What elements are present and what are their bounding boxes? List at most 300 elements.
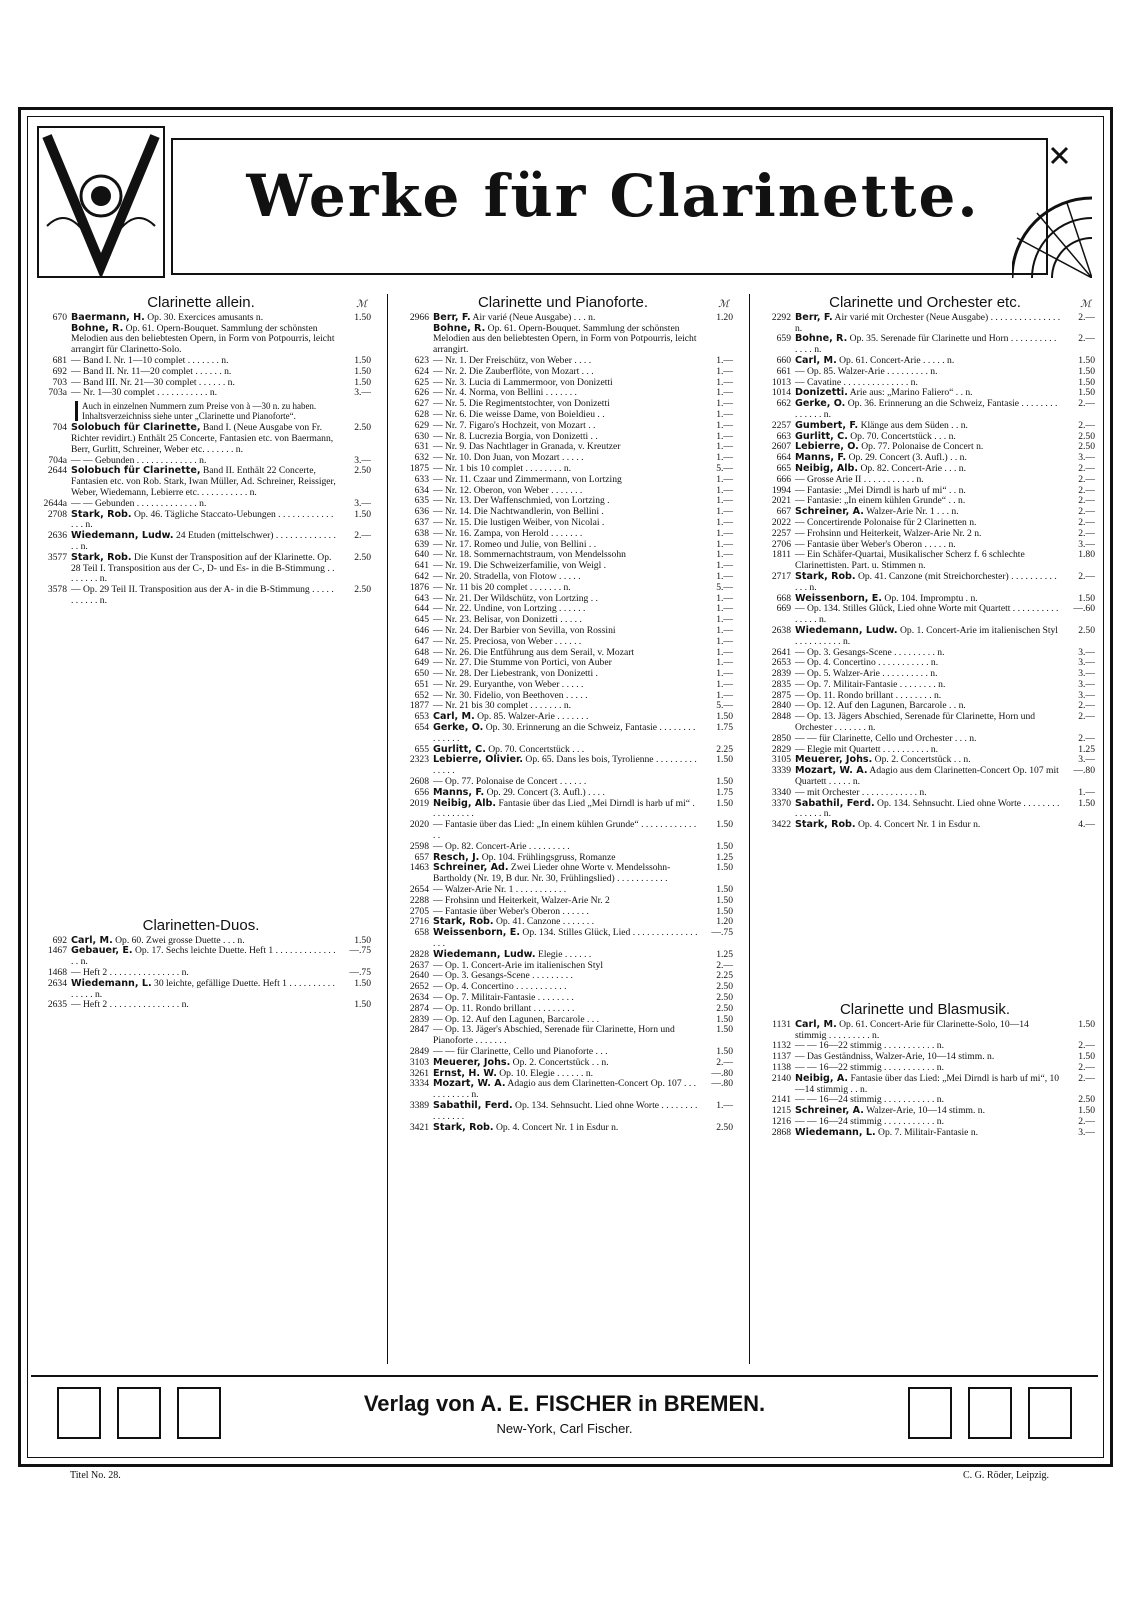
item-price: 1.— [716, 506, 733, 518]
item-text [795, 799, 1061, 821]
item-price: 1.— [716, 527, 733, 539]
item-price: 2.50 [1078, 1094, 1095, 1106]
item-description: Klänge aus dem Süden . . n. [858, 419, 968, 431]
list-item [393, 1101, 733, 1123]
item-price: 1.— [716, 365, 733, 377]
item-price: 2.50 [1078, 624, 1095, 636]
currency-mark: ℳ [1080, 299, 1091, 310]
item-price: 1.— [716, 430, 733, 442]
item-description: — Nr. 27. Die Stumme von Portici, von Auber [433, 657, 612, 669]
item-number: 630 [414, 430, 429, 442]
list-item [393, 928, 733, 950]
item-description: — Nr. 30. Fidelio, von Beethoven . . . . . [433, 689, 588, 701]
item-number: 2634 [409, 992, 429, 1003]
item-number: 1216 [771, 1116, 791, 1128]
item-price: 1.75 [716, 786, 733, 798]
item-number: 2140 [771, 1072, 791, 1084]
composer-name: Stark, Rob. [71, 551, 132, 563]
list-item [755, 399, 1095, 421]
composer-name: Manns, F. [433, 786, 485, 798]
composer-name: Donizetti. [795, 387, 848, 399]
item-number: 2292 [771, 311, 791, 323]
ornament-tile-icon [57, 1387, 101, 1439]
composer-name: Bohne, R. [71, 322, 124, 334]
section-title-text: Clarinette allein. [147, 294, 255, 311]
item-number: 2875 [771, 689, 791, 701]
item-number: 2654 [409, 884, 429, 896]
composer-name: Mozart, W. A. [795, 765, 868, 777]
item-description: — Nr. 17. Romeo und Julie, von Bellini . . [433, 538, 597, 550]
item-price: 1.50 [716, 840, 733, 852]
item-description: — — Gebunden . . . . . . . . . . . . . n. [71, 454, 207, 466]
printer-credit: C. G. Röder, Leipzig. [963, 1470, 1049, 1481]
composer-name: Neibig, Alb. [433, 797, 497, 809]
item-description: — Op. 11. Rondo brillant . . . . . . . . n. [795, 689, 942, 701]
item-description: — Op. 4. Concertino . . . . . . . . . . . [433, 981, 567, 993]
item-price: 2.50 [1078, 441, 1095, 453]
item-number: 2839 [409, 1013, 429, 1025]
item-price: 1.50 [354, 354, 371, 366]
item-number: 2638 [771, 624, 791, 636]
ornament-tile-icon [177, 1387, 221, 1439]
list-item [755, 550, 1095, 572]
item-number: 636 [414, 506, 429, 518]
item-number: 2848 [771, 711, 791, 723]
item-price: 1.— [716, 668, 733, 680]
composer-name: Carl, M. [71, 934, 113, 946]
composer-name: Sabathil, Ferd. [433, 1099, 513, 1111]
item-price: 5.— [716, 581, 733, 593]
item-number: 668 [776, 592, 791, 604]
list-item [755, 820, 1095, 831]
item-price: 1.75 [716, 722, 733, 734]
list-item [31, 510, 371, 532]
list-item [755, 604, 1095, 626]
item-number: 1131 [772, 1018, 791, 1030]
item-price: 2.— [1078, 711, 1095, 723]
item-text [433, 1079, 699, 1101]
item-description: Op. 134. Stilles Glück, Lied . . . . . . . . . . . . . . . . . [433, 927, 698, 950]
item-price: 1.50 [1078, 592, 1095, 604]
item-price: 3.— [1078, 657, 1095, 669]
item-number: 637 [414, 516, 429, 528]
ornament-left-icon [37, 126, 165, 278]
composer-name: Schreiner, A. [795, 506, 864, 518]
item-number: 623 [414, 354, 429, 366]
column-2 [393, 294, 733, 1364]
item-description: — Nr. 21. Der Wildschütz, von Lortzing . . [433, 592, 598, 604]
item-price: 3.— [354, 454, 371, 466]
item-price: 3.— [1078, 668, 1095, 680]
list-item [393, 1025, 733, 1047]
item-text [433, 820, 699, 842]
item-price: 2.— [1078, 419, 1095, 431]
item-text [795, 399, 1061, 421]
item-text [71, 1000, 337, 1011]
item-text [795, 1074, 1061, 1096]
item-description: — Nr. 1 bis 10 complet . . . . . . . . n. [433, 462, 572, 474]
item-description: — — für Clarinette, Cello und Orchester . . . n. [795, 732, 977, 744]
item-price: 1.— [716, 624, 733, 636]
item-number: 626 [414, 387, 429, 399]
list-item [31, 979, 371, 1001]
composer-name: Solobuch für Clarinette, [71, 422, 201, 434]
item-price: 1.50 [354, 934, 371, 946]
item-description: — Nr. 16. Zampa, von Herold . . . . . . . [433, 527, 583, 539]
item-number: 665 [776, 462, 791, 474]
item-number: 2637 [409, 959, 429, 971]
item-number: 3340 [771, 786, 791, 798]
item-description: — Nr. 19. Die Schweizerfamilie, von Weigl . [433, 560, 607, 572]
item-price: —.80 [711, 1078, 733, 1090]
item-price: 3.— [1078, 754, 1095, 766]
list-item [755, 712, 1095, 734]
list-item [31, 324, 371, 356]
item-price: 2.— [1078, 484, 1095, 496]
item-price: 1.— [716, 1099, 733, 1111]
item-price: 3.— [1078, 689, 1095, 701]
item-number: 692 [52, 365, 67, 377]
item-number: 2706 [771, 538, 791, 550]
item-description: — Band II. Nr. 11—20 complet . . . . . . n. [71, 365, 232, 377]
item-price: 2.— [1078, 700, 1095, 712]
item-price: 1.— [716, 689, 733, 701]
item-price: 1.— [716, 570, 733, 582]
item-text [71, 388, 337, 399]
item-number: 2257 [771, 419, 791, 431]
item-text [795, 1128, 1061, 1139]
item-number: 703 [52, 376, 67, 388]
item-description: — Nr. 29. Euryanthe, von Weber . . . . . [433, 678, 584, 690]
item-price: 2.50 [354, 465, 371, 477]
spacer [755, 831, 1095, 1001]
item-description: Op. 4. Concert Nr. 1 in Esdur n. [493, 1121, 619, 1133]
item-text [433, 755, 699, 777]
list-item [393, 723, 733, 745]
item-description: — Op. 29 Teil II. Transposition aus der A- in die B-Stimmung . . . . . . . . . . . n. [71, 584, 334, 606]
item-description: — Nr. 12. Oberon, von Weber . . . . . . . [433, 484, 583, 496]
item-number: 2829 [771, 743, 791, 755]
item-description: — Heft 2 . . . . . . . . . . . . . . . n. [71, 999, 189, 1011]
item-number: 648 [414, 646, 429, 658]
item-number: 666 [776, 473, 791, 485]
item-description: — Op. 12. Auf den Lagunen, Barcarole . . n. [795, 700, 966, 712]
item-number: 2966 [409, 311, 429, 323]
item-description: — Das Geständniss, Walzer-Arie, 10—14 stimm. n. [795, 1051, 995, 1063]
item-number: 2652 [409, 981, 429, 993]
item-number: 2835 [771, 678, 791, 690]
section-title-duos [31, 916, 371, 934]
item-number: 1138 [772, 1062, 791, 1074]
item-description: — Op. 85. Walzer-Arie . . . . . . . . . n. [795, 365, 938, 377]
item-number: 644 [414, 603, 429, 615]
section-title-piano [393, 294, 733, 311]
item-description: — Op. 1. Concert-Arie im italienischen Styl [433, 959, 603, 971]
currency-mark: ℳ [356, 299, 367, 310]
item-description: Adagio aus dem Clarinetten-Concert Op. 107 . . . . . . . . . . . n. [433, 1078, 697, 1101]
list-item [755, 799, 1095, 821]
item-number: 692 [52, 934, 67, 946]
item-description: — Band I. Nr. 1—10 complet . . . . . . . n. [71, 354, 229, 366]
list-piano [393, 313, 733, 1134]
item-price: 3.— [1078, 538, 1095, 550]
item-price: 1.— [716, 538, 733, 550]
item-price: 2.50 [716, 1121, 733, 1133]
item-price: 1.25 [716, 851, 733, 863]
item-price: 1.— [716, 398, 733, 410]
item-number: 663 [776, 430, 791, 442]
item-description: Arie aus: „Marino Faliero“ . . n. [847, 387, 973, 399]
composer-name: Stark, Rob. [71, 508, 132, 520]
composer-name: Gebauer, E. [71, 945, 133, 957]
item-description: — Fantasie: „In einem kühlen Grunde“ . . n. [795, 495, 966, 507]
item-description: — Nr. 14. Die Nachtwandlerin, von Bellini . [433, 506, 604, 518]
item-description: — Nr. 28. Der Liebestrank, von Donizetti . [433, 668, 598, 680]
composer-name: Weissenborn, E. [433, 927, 520, 939]
item-number: 645 [414, 614, 429, 626]
item-number: 2717 [771, 570, 791, 582]
composer-name: Carl, M. [433, 711, 475, 723]
item-number: 651 [414, 678, 429, 690]
list-item [755, 1074, 1095, 1096]
section-title-text: Clarinette und Orchester etc. [829, 294, 1021, 311]
item-description: — Nr. 1—30 complet . . . . . . . . . . . n. [71, 387, 218, 399]
item-number: 667 [776, 506, 791, 518]
item-number: 2708 [47, 508, 67, 520]
item-number: 632 [414, 452, 429, 464]
item-number: 660 [776, 354, 791, 366]
item-price: 2.— [1078, 1040, 1095, 1052]
section-title-blasmusik [755, 1001, 1095, 1019]
item-description: Op. 65. Dans les bois, Tyrolienne . . . . . . . . . . . . . . [433, 754, 697, 777]
item-price: 4.— [1078, 819, 1095, 831]
item-number: 2850 [771, 732, 791, 744]
composer-name: Carl, M. [795, 1018, 837, 1030]
item-price: —.80 [1073, 765, 1095, 777]
item-number: 1877 [409, 700, 429, 712]
item-number: 2019 [409, 797, 429, 809]
publisher-footer [31, 1375, 1098, 1457]
item-text [433, 1025, 699, 1047]
ornament-tile-icon [968, 1387, 1012, 1439]
item-number: 650 [414, 668, 429, 680]
item-price: 1.— [716, 354, 733, 366]
item-price: 1.50 [1078, 1018, 1095, 1030]
item-number: 656 [414, 786, 429, 798]
item-price: 1.50 [354, 376, 371, 388]
item-description: Op. 70. Concertstück . . . [485, 743, 585, 755]
item-price: 1.50 [354, 508, 371, 520]
item-number: 661 [776, 365, 791, 377]
item-number: 2644a [43, 497, 67, 509]
item-number: 669 [776, 603, 791, 615]
item-number: 652 [414, 689, 429, 701]
item-number: 2640 [409, 970, 429, 982]
item-price: 1.— [716, 657, 733, 669]
item-number: 3389 [409, 1099, 429, 1111]
item-description: — mit Orchester . . . . . . . . . . . . n. [795, 786, 927, 798]
item-description: — Grosse Arie II . . . . . . . . . . . n. [795, 473, 924, 485]
item-number: 1875 [409, 462, 429, 474]
item-number: 2022 [771, 516, 791, 528]
item-price: 1.50 [1078, 1105, 1095, 1117]
item-description: — Op. 134. Stilles Glück, Lied ohne Worte mit Quartett . . . . . . . . . . . . . . . n. [795, 603, 1059, 626]
item-description: Band II. Enthält 22 Concerte, Fantasien etc. von Rob. Stark, Iwan Müller, Ad. Schreiner, Reissiger, Weber, Wiedemann, Lebierre etc. . . . . . . . . . . n. [71, 465, 336, 498]
item-price: 1.50 [716, 1024, 733, 1036]
item-price: 1.— [716, 495, 733, 507]
item-description: Op. 7. Militair-Fantasie n. [875, 1126, 979, 1138]
item-number: 647 [414, 635, 429, 647]
composer-name: Stark, Rob. [795, 819, 856, 831]
column-divider [387, 294, 388, 1364]
item-number: 624 [414, 365, 429, 377]
item-price: 1.50 [1078, 376, 1095, 388]
item-text [795, 604, 1061, 626]
item-number: 2021 [771, 495, 791, 507]
item-description: Op. 61. Concert-Arie . . . . . n. [836, 354, 955, 366]
item-price: 1.— [716, 549, 733, 561]
item-price: 2.— [716, 1056, 733, 1068]
composer-name: Gumbert, F. [795, 419, 859, 431]
item-number: 658 [414, 927, 429, 939]
item-price: 5.— [716, 700, 733, 712]
item-number: 3105 [771, 754, 791, 766]
item-price: 1.— [716, 484, 733, 496]
item-description: — — 16—24 stimmig . . . . . . . . . . . n. [795, 1094, 944, 1106]
item-description: — Nr. 5. Die Regimentstochter, von Donizetti [433, 398, 610, 410]
item-price: 1.— [716, 592, 733, 604]
item-description: — Op. 7. Militair-Fantasie . . . . . . . . [433, 992, 574, 1003]
composer-name: Lebierre, Olivier. [433, 754, 524, 766]
ornament-tile-icon [117, 1387, 161, 1439]
item-number: 655 [414, 743, 429, 755]
item-description: — Nr. 22. Undine, von Lortzing . . . . . . [433, 603, 586, 615]
item-description: Air varié mit Orchester (Neue Ausgabe) . . . . . . . . . . . . . . . n. [795, 311, 1061, 334]
item-price: 2.50 [354, 551, 371, 563]
item-description: — Nr. 26. Die Entführung aus dem Serail, v. Mozart [433, 646, 635, 658]
ornament-tile-icon [908, 1387, 952, 1439]
composer-name: Gerke, O. [795, 398, 846, 410]
item-price: 1.— [716, 408, 733, 420]
list-allein-2 [31, 423, 371, 607]
item-text [795, 313, 1061, 335]
item-text [71, 324, 337, 356]
item-number: 662 [776, 398, 791, 410]
item-description: Elegie . . . . . . [535, 948, 592, 960]
list-item [755, 1128, 1095, 1139]
item-description: Op. 60. Zwei grosse Duette . . . n. [112, 934, 245, 946]
item-price: 1.50 [716, 894, 733, 906]
item-description: — Nr. 11 bis 20 complet . . . . . . . n. [433, 581, 571, 593]
item-price: 1.— [716, 473, 733, 485]
item-text [795, 550, 1061, 572]
item-text [795, 626, 1061, 648]
composer-name: Mozart, W. A. [433, 1078, 506, 1090]
item-price: 1.50 [716, 711, 733, 723]
item-text [433, 723, 699, 745]
item-price: —.75 [349, 945, 371, 957]
item-price: 2.— [1078, 473, 1095, 485]
item-number: 2716 [409, 916, 429, 928]
item-price: 3.— [1078, 646, 1095, 658]
item-number: 664 [776, 452, 791, 464]
composer-name: Stark, Rob. [795, 570, 856, 582]
item-number: 2874 [409, 1002, 429, 1014]
composer-name: Meuerer, Johs. [795, 754, 873, 766]
item-price: 1.20 [716, 311, 733, 323]
item-number: 641 [414, 560, 429, 572]
item-price: 2.50 [716, 1002, 733, 1014]
item-description: — Op. 5. Walzer-Arie . . . . . . . . . . n. [795, 668, 938, 680]
page-frame [18, 107, 1113, 1467]
item-number: 3577 [47, 551, 67, 563]
column-3 [755, 294, 1095, 1364]
item-text [433, 863, 699, 885]
item-price: 2.— [1078, 333, 1095, 345]
item-description: Adagio aus dem Clarinetten-Concert Op. 107 mit Quartett . . . . . n. [795, 765, 1059, 788]
item-description: — Nr. 21 bis 30 complet . . . . . . . n. [433, 700, 572, 712]
item-description: — Frohsinn und Heiterkeit, Walzer-Arie Nr. 2 n. [795, 527, 982, 539]
composer-name: Baermann, H. [71, 311, 145, 323]
item-number: 1467 [47, 945, 67, 957]
item-number: 3370 [771, 797, 791, 809]
list-item [755, 1020, 1095, 1042]
item-number: 2868 [771, 1126, 791, 1138]
item-price: 1.— [716, 614, 733, 626]
item-number: 3103 [409, 1056, 429, 1068]
item-description: 24 Etuden (mittelschwer) . . . . . . . . . . . . . . . n. [71, 530, 336, 552]
item-description: — Nr. 2. Die Zauberflöte, von Mozart . . . [433, 365, 594, 377]
item-number: 1014 [771, 387, 791, 399]
item-text [433, 799, 699, 821]
item-number: 2323 [409, 754, 429, 766]
page-title: Werke für Clarinette. [246, 162, 980, 230]
item-price: 1.— [1078, 786, 1095, 798]
item-number: 670 [52, 311, 67, 323]
item-number: 657 [414, 851, 429, 863]
item-description: — Nr. 6. Die weisse Dame, von Boieldieu . . [433, 408, 605, 420]
item-text [433, 928, 699, 950]
item-price: 1.50 [1078, 387, 1095, 399]
item-description: — Nr. 23. Belisar, von Donizetti . . . . . [433, 614, 582, 626]
item-description: — Fantasie über Weber's Oberon . . . . . . [433, 905, 589, 917]
list-orchester [755, 313, 1095, 831]
item-price: 3.— [1078, 1126, 1095, 1138]
spacer [31, 607, 371, 917]
item-description: Op. 85. Walzer-Arie . . . . . . . [474, 711, 589, 723]
currency-mark: ℳ [718, 299, 729, 310]
item-price: 1.50 [716, 797, 733, 809]
item-description: Op. 77. Polonaise de Concert n. [858, 441, 984, 453]
item-description: Walzer-Arie, 10—14 stimm. n. [863, 1105, 985, 1117]
item-number: 2634 [47, 977, 67, 989]
item-number: 1463 [409, 862, 429, 874]
item-description: — Op. 13. Jägers Abschied, Serenade für Clarinette, Horn und Orchester . . . . . . . n. [795, 711, 1036, 734]
composer-name: Resch, J. [433, 851, 480, 863]
publisher-name: Verlag von A. E. FISCHER in BREMEN. [363, 1391, 766, 1416]
composer-name: Neibig, A. [795, 1072, 849, 1084]
item-text [433, 1101, 699, 1123]
item-description: — Nr. 3. Lucia di Lammermoor, von Donizetti [433, 376, 613, 388]
item-number: 2653 [771, 657, 791, 669]
item-number: 633 [414, 473, 429, 485]
item-number: 2847 [409, 1024, 429, 1036]
item-price: 3.— [1078, 678, 1095, 690]
item-price: 1.50 [716, 819, 733, 831]
item-text [71, 585, 337, 607]
item-number: 627 [414, 398, 429, 410]
item-price: —.60 [1073, 603, 1095, 615]
